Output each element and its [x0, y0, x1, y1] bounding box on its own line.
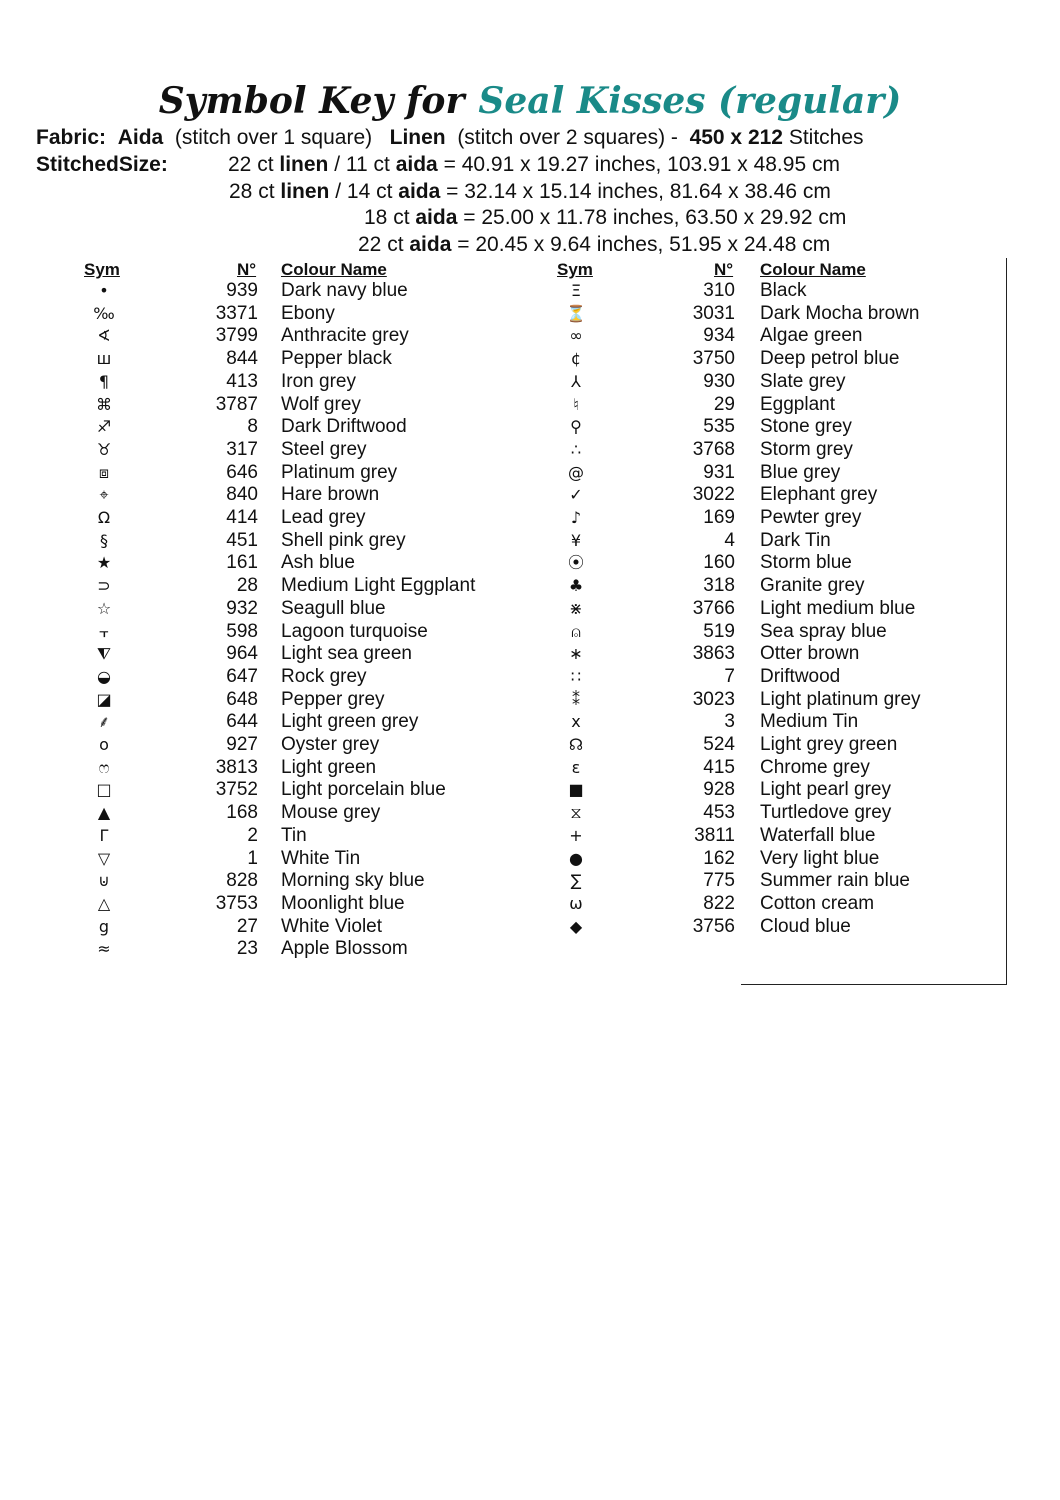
header-sym-right: Sym: [557, 260, 593, 279]
symbol-glyph: ⌖: [99, 485, 109, 505]
colour-number: 27: [236, 915, 258, 937]
colour-number: 168: [226, 802, 258, 824]
symbol-glyph: o: [99, 735, 109, 754]
stitched-size-line-4: [358, 232, 830, 258]
colour-name: Chrome grey: [760, 756, 870, 778]
colour-number: 3031: [692, 302, 735, 324]
symbol-glyph: ⁑: [572, 689, 580, 709]
colour-name: Slate grey: [760, 370, 846, 392]
symbol-glyph: ∑: [570, 871, 582, 891]
colour-name: White Tin: [281, 847, 361, 869]
colour-name: Shell pink grey: [281, 529, 406, 551]
key-row-right: [0, 689, 1000, 712]
symbol-glyph: ⊍: [98, 871, 110, 891]
symbol-glyph: ¢: [570, 349, 582, 369]
colour-name: Iron grey: [281, 370, 356, 392]
symbol-glyph: ⌘: [96, 394, 112, 414]
colour-number: 844: [226, 348, 258, 370]
colour-number: 644: [226, 711, 258, 733]
colour-name: Light pearl grey: [760, 779, 891, 801]
symbol-glyph: ෆ: [98, 757, 110, 777]
symbol-glyph: x: [571, 712, 581, 732]
colour-name: Granite grey: [760, 575, 865, 597]
symbol-glyph: ⫟: [99, 621, 109, 641]
key-row-right: [0, 484, 1000, 507]
colour-name: Sea spray blue: [760, 620, 887, 642]
colour-number: 161: [226, 552, 258, 574]
size-count: 22 ct: [228, 153, 274, 176]
key-row-right: [0, 530, 1000, 553]
size-fabric: linen: [279, 153, 329, 176]
colour-name: Hare brown: [281, 484, 380, 506]
key-row-right: [0, 779, 1000, 802]
colour-name: Light sea green: [281, 643, 412, 665]
symbol-glyph: ⊃: [97, 576, 111, 596]
symbol-glyph: ▽: [97, 848, 111, 868]
colour-name: Light green: [281, 756, 377, 778]
colour-number: 2: [247, 824, 258, 846]
size-count: 22 ct: [358, 233, 404, 256]
size-count: 28 ct: [229, 180, 275, 203]
stitched-size-label: StitchedSize:: [36, 153, 168, 176]
colour-number: 317: [226, 438, 258, 460]
key-row-right: [0, 325, 1000, 348]
symbol-glyph: ‰: [93, 303, 115, 323]
key-row-right: [0, 643, 1000, 666]
symbol-glyph: Ω: [97, 508, 111, 527]
stitched-size-line-2: [229, 179, 831, 205]
colour-name: Pepper black: [281, 348, 392, 370]
symbol-glyph: ⧖: [570, 803, 582, 823]
size-dimensions: = 40.91 x 19.27 inches, 103.91 x 48.95 cm: [443, 153, 840, 176]
colour-name: Waterfall blue: [760, 824, 876, 846]
colour-number: 8: [247, 416, 258, 438]
colour-number: 524: [703, 734, 735, 755]
colour-number: 318: [703, 575, 735, 597]
symbol-glyph: ∢: [97, 326, 111, 346]
colour-number: 162: [703, 847, 735, 869]
colour-number: 451: [226, 529, 258, 551]
colour-name: Dark Mocha brown: [760, 302, 920, 324]
key-row-right: [0, 916, 1000, 939]
size-count: 18 ct: [364, 206, 410, 229]
symbol-glyph: ⏳: [566, 303, 586, 323]
colour-number: 3756: [692, 915, 735, 937]
symbol-glyph: ☊: [568, 735, 584, 754]
symbol-glyph: ■: [568, 780, 584, 800]
key-row-right: [0, 666, 1000, 689]
symbol-glyph: ⋇: [569, 598, 583, 618]
colour-number: 160: [703, 552, 735, 574]
colour-name: Steel grey: [281, 438, 367, 460]
colour-name: Tin: [281, 824, 307, 846]
colour-number: 3750: [692, 348, 735, 370]
symbol-glyph: §: [100, 530, 108, 550]
symbol-glyph: ●: [569, 848, 583, 868]
colour-name: Mouse grey: [281, 802, 381, 824]
colour-name: Otter brown: [760, 643, 860, 665]
colour-number: 598: [226, 620, 258, 642]
key-row-right: [0, 394, 1000, 417]
key-row-right: [0, 848, 1000, 871]
symbol-glyph: ω: [569, 893, 583, 913]
key-row-right: [0, 825, 1000, 848]
colour-name: Blue grey: [760, 461, 841, 483]
size-count: / 11 ct: [334, 153, 390, 176]
header-name-right: Colour Name: [760, 260, 866, 279]
stitch-count: 450 x 212: [689, 126, 783, 149]
colour-number: 4: [724, 529, 735, 551]
aida-note: (stitch over 1 square): [174, 126, 373, 149]
symbol-glyph: ♣: [568, 576, 584, 596]
key-row-right: [0, 507, 1000, 530]
key-row-right: [0, 575, 1000, 598]
colour-number: 519: [703, 620, 735, 642]
size-count: / 14 ct: [335, 180, 393, 203]
symbol-glyph: ♐: [96, 417, 112, 437]
key-row-right: [0, 439, 1000, 462]
size-fabric: aida: [409, 233, 452, 256]
header-name-left: Colour Name: [281, 260, 387, 279]
colour-number: 310: [703, 280, 735, 301]
colour-number: 775: [703, 870, 735, 892]
symbol-glyph: ∞: [569, 326, 583, 346]
symbol-glyph: Γ: [99, 825, 109, 845]
symbol-glyph: ⅄: [571, 371, 581, 391]
title-prefix: Symbol Key for: [158, 80, 465, 122]
colour-name: Medium Tin: [760, 711, 859, 733]
header-num-right: N°: [714, 260, 734, 279]
symbol-glyph: ⦿: [567, 553, 584, 573]
colour-name: Lead grey: [281, 507, 366, 528]
key-row-right: [0, 462, 1000, 485]
colour-number: 3813: [215, 756, 258, 778]
symbol-glyph: ¥: [570, 530, 582, 550]
colour-name: Cotton cream: [760, 892, 875, 914]
symbol-glyph: ▲: [97, 803, 111, 823]
symbol-glyph: g: [98, 916, 110, 936]
colour-number: 3752: [215, 779, 258, 801]
size-dimensions: = 25.00 x 11.78 inches, 63.50 x 29.92 cm: [463, 206, 847, 229]
linen-label: Linen: [389, 126, 446, 149]
colour-name: Dark Driftwood: [281, 416, 407, 438]
key-row-right: [0, 621, 1000, 644]
symbol-glyph: ◒: [97, 666, 111, 686]
colour-number: 840: [226, 484, 258, 506]
colour-number: 927: [226, 734, 258, 755]
linen-note: (stitch over 2 squares) -: [457, 126, 678, 149]
colour-name: Elephant grey: [760, 484, 878, 506]
key-row-right: [0, 552, 1000, 575]
colour-number: 646: [226, 461, 258, 483]
colour-name: Deep petrol blue: [760, 348, 900, 370]
colour-number: 934: [703, 325, 735, 347]
key-row-right: [0, 757, 1000, 780]
key-row-right: [0, 598, 1000, 621]
colour-name: Oyster grey: [281, 734, 380, 755]
symbol-glyph: ¶: [98, 371, 110, 391]
symbol-glyph: ♪: [570, 508, 582, 527]
stitched-size-line-3: [364, 205, 846, 231]
colour-name: Medium Light Eggplant: [281, 575, 476, 597]
colour-name: Algae green: [760, 325, 863, 347]
symbol-glyph: Ξ: [570, 281, 582, 300]
colour-number: 415: [703, 756, 735, 778]
stitches-label: Stitches: [788, 126, 864, 149]
colour-number: 931: [703, 461, 735, 483]
colour-number: 1: [247, 847, 258, 869]
symbol-glyph: ⸙: [97, 712, 110, 732]
colour-name: Wolf grey: [281, 393, 361, 415]
symbol-glyph: •: [99, 281, 109, 300]
colour-name: Eggplant: [760, 393, 836, 415]
key-row-right: [0, 416, 1000, 439]
symbol-glyph: ш: [96, 349, 112, 369]
key-row-right: [0, 303, 1000, 326]
symbol-glyph: ★: [96, 553, 112, 573]
colour-number: 414: [226, 507, 258, 528]
colour-number: 3766: [692, 597, 735, 619]
size-fabric: linen: [280, 180, 330, 203]
colour-number: 932: [226, 597, 258, 619]
symbol-glyph: △: [97, 893, 111, 913]
size-fabric: aida: [415, 206, 458, 229]
colour-name: Light porcelain blue: [281, 779, 446, 801]
colour-name: Seagull blue: [281, 597, 386, 619]
colour-name: Dark Tin: [760, 529, 831, 551]
colour-number: 939: [226, 280, 258, 301]
colour-number: 3371: [215, 302, 258, 324]
colour-name: White Violet: [281, 915, 383, 937]
colour-name: Driftwood: [760, 665, 841, 687]
symbol-glyph: ∴: [570, 439, 582, 459]
colour-name: Anthracite grey: [281, 325, 409, 347]
colour-name: Moonlight blue: [281, 892, 405, 914]
symbol-glyph: @: [568, 462, 584, 482]
colour-name: Rock grey: [281, 665, 367, 687]
colour-name: Lagoon turquoise: [281, 620, 428, 642]
colour-number: 3863: [692, 643, 735, 665]
colour-number: 3768: [692, 438, 735, 460]
divider-vertical: [1006, 258, 1007, 985]
symbol-glyph: ⚲: [570, 417, 582, 437]
colour-number: 29: [713, 393, 735, 415]
colour-number: 3: [724, 711, 735, 733]
symbol-glyph: ⧈: [98, 462, 110, 482]
symbol-glyph: □: [96, 780, 112, 800]
colour-number: 964: [226, 643, 258, 665]
key-row-right: [0, 802, 1000, 825]
symbol-glyph: ≈: [97, 939, 111, 959]
colour-number: 3787: [215, 393, 258, 415]
header-sym-left: Sym: [84, 260, 120, 279]
key-row-right: [0, 348, 1000, 371]
colour-number: 169: [703, 507, 735, 528]
colour-number: 3753: [215, 892, 258, 914]
colour-name: Storm grey: [760, 438, 853, 460]
colour-name: Pewter grey: [760, 507, 862, 528]
colour-number: 3799: [215, 325, 258, 347]
colour-name: Pepper grey: [281, 688, 385, 710]
fabric-line: [36, 125, 864, 151]
page-title: [0, 78, 1060, 124]
symbol-glyph: ∷: [570, 666, 582, 686]
symbol-glyph: ɛ: [571, 757, 581, 777]
colour-number: 3023: [692, 688, 735, 710]
fabric-label: Fabric:: [36, 126, 107, 149]
divider-horizontal: [741, 984, 1007, 985]
colour-name: Light green grey: [281, 711, 419, 733]
pattern-name: Seal Kisses (regular): [478, 80, 902, 122]
colour-number: 928: [703, 779, 735, 801]
colour-number: 822: [703, 892, 735, 914]
size-dimensions: = 20.45 x 9.64 inches, 51.95 x 24.48 cm: [457, 233, 831, 256]
key-row-right: [0, 734, 1000, 757]
size-fabric: aida: [395, 153, 438, 176]
size-dimensions: = 32.14 x 15.14 inches, 81.64 x 38.46 cm: [446, 180, 831, 203]
colour-name: Storm blue: [760, 552, 852, 574]
colour-number: 28: [236, 575, 258, 597]
symbol-glyph: +: [569, 825, 583, 845]
colour-name: Light grey green: [760, 734, 898, 755]
colour-name: Summer rain blue: [760, 870, 910, 892]
colour-number: 3811: [694, 824, 735, 846]
colour-number: 828: [226, 870, 258, 892]
colour-number: 23: [236, 938, 258, 960]
colour-name: Ebony: [281, 302, 335, 324]
colour-number: 930: [703, 370, 735, 392]
key-row-right: [0, 870, 1000, 893]
symbol-glyph: ◆: [569, 916, 583, 936]
symbol-glyph: ✓: [569, 485, 583, 505]
colour-name: Platinum grey: [281, 461, 398, 483]
key-row-right: [0, 711, 1000, 734]
colour-number: 647: [226, 665, 258, 687]
key-row-right: [0, 893, 1000, 916]
symbol-glyph: ∗: [569, 644, 583, 664]
size-fabric: aida: [398, 180, 441, 203]
colour-number: 535: [703, 416, 735, 438]
symbol-glyph: ◪: [96, 689, 112, 709]
colour-name: Light platinum grey: [760, 688, 921, 710]
symbol-glyph: ⧨: [96, 644, 112, 664]
colour-number: 453: [703, 802, 735, 824]
colour-name: Turtledove grey: [760, 802, 892, 824]
colour-number: 3022: [692, 484, 735, 506]
symbol-glyph: ♮: [573, 394, 579, 414]
symbol-glyph: ♉: [96, 439, 112, 459]
header-num-left: N°: [237, 260, 257, 279]
colour-name: Apple Blossom: [281, 938, 408, 960]
key-row-left: [0, 938, 1000, 961]
colour-name: Light medium blue: [760, 597, 916, 619]
symbol-glyph: ⍝: [571, 621, 581, 641]
colour-number: 648: [226, 688, 258, 710]
colour-number: 7: [724, 665, 735, 687]
colour-name: Cloud blue: [760, 915, 851, 937]
symbol-glyph: ☆: [96, 598, 112, 618]
colour-name: Dark navy blue: [281, 280, 408, 301]
colour-name: Stone grey: [760, 416, 852, 438]
colour-name: Ash blue: [281, 552, 355, 574]
stitched-size-line-1: [36, 152, 840, 178]
key-row-right: [0, 371, 1000, 394]
aida-label: Aida: [117, 126, 164, 149]
colour-name: Black: [760, 280, 807, 301]
colour-number: 413: [226, 370, 258, 392]
colour-name: Very light blue: [760, 847, 880, 869]
key-row-right: [0, 280, 1000, 303]
colour-name: Morning sky blue: [281, 870, 425, 892]
